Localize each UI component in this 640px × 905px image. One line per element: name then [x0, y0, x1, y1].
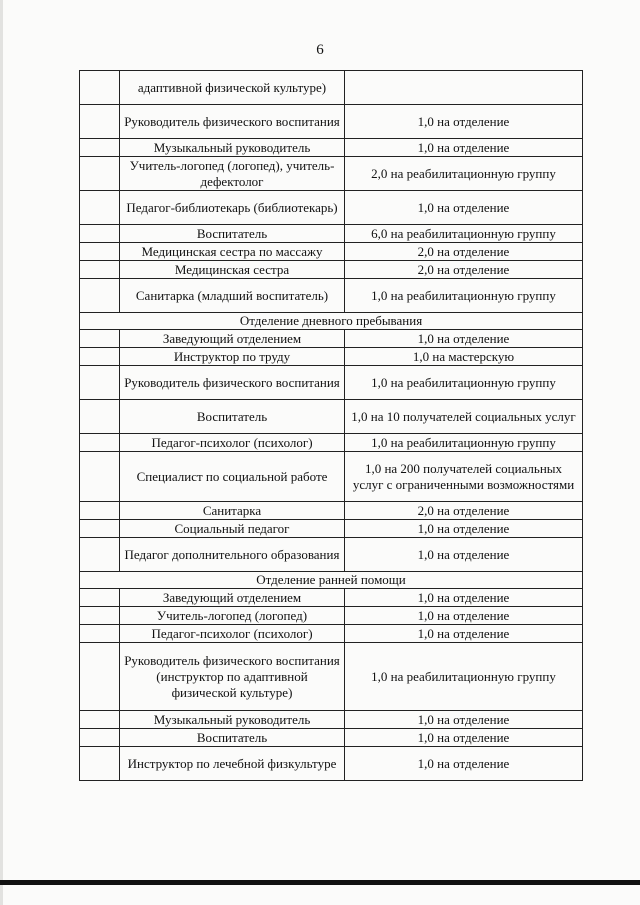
- section-title: Отделение ранней помощи: [80, 572, 583, 589]
- blank-cell: [80, 157, 120, 191]
- staffing-table-body: [80, 71, 583, 781]
- section-header-row: [80, 572, 583, 589]
- table-row: [80, 348, 583, 366]
- table-row: [80, 191, 583, 225]
- position-cell: Заведующий отделением: [120, 589, 345, 607]
- blank-cell: [80, 330, 120, 348]
- position-cell: Воспитатель: [120, 729, 345, 747]
- blank-cell: [80, 279, 120, 313]
- norm-cell: 1,0 на отделение: [345, 607, 583, 625]
- blank-cell: [80, 261, 120, 279]
- position-cell: Руководитель физического воспитания: [120, 105, 345, 139]
- position-cell: Санитарка (младший воспитатель): [120, 279, 345, 313]
- norm-cell: 1,0 на отделение: [345, 191, 583, 225]
- norm-cell: 1,0 на мастерскую: [345, 348, 583, 366]
- norm-cell: 1,0 на отделение: [345, 330, 583, 348]
- table-row: [80, 643, 583, 711]
- blank-cell: [80, 643, 120, 711]
- blank-cell: [80, 607, 120, 625]
- table-row: [80, 71, 583, 105]
- position-cell: Инструктор по лечебной физкультуре: [120, 747, 345, 781]
- position-cell: Социальный педагог: [120, 520, 345, 538]
- position-cell: Руководитель физического воспитания (инструктор по адаптивной физической культуре): [120, 643, 345, 711]
- norm-cell: 1,0 на отделение: [345, 747, 583, 781]
- section-header-row: [80, 313, 583, 330]
- table-row: [80, 434, 583, 452]
- blank-cell: [80, 589, 120, 607]
- norm-cell: 1,0 на реабилитационную группу: [345, 366, 583, 400]
- table-row: [80, 139, 583, 157]
- blank-cell: [80, 71, 120, 105]
- position-cell: Заведующий отделением: [120, 330, 345, 348]
- norm-cell: 1,0 на реабилитационную группу: [345, 279, 583, 313]
- position-cell: Руководитель физического воспитания: [120, 366, 345, 400]
- position-cell: Педагог дополнительного образования: [120, 538, 345, 572]
- norm-cell: [345, 71, 583, 105]
- norm-cell: 2,0 на отделение: [345, 261, 583, 279]
- table-row: [80, 711, 583, 729]
- table-row: [80, 538, 583, 572]
- norm-cell: 1,0 на реабилитационную группу: [345, 643, 583, 711]
- blank-cell: [80, 139, 120, 157]
- norm-cell: 1,0 на отделение: [345, 538, 583, 572]
- table-row: [80, 157, 583, 191]
- norm-cell: 1,0 на отделение: [345, 589, 583, 607]
- table-row: [80, 400, 583, 434]
- norm-cell: 1,0 на отделение: [345, 729, 583, 747]
- table-row: [80, 261, 583, 279]
- position-cell: Инструктор по труду: [120, 348, 345, 366]
- position-cell: Педагог-психолог (психолог): [120, 434, 345, 452]
- table-row: [80, 366, 583, 400]
- table-row: [80, 729, 583, 747]
- staffing-table: [79, 70, 583, 781]
- norm-cell: 2,0 на реабилитационную группу: [345, 157, 583, 191]
- position-cell: Педагог-психолог (психолог): [120, 625, 345, 643]
- table-row: [80, 330, 583, 348]
- blank-cell: [80, 225, 120, 243]
- table-row: [80, 607, 583, 625]
- norm-cell: 1,0 на отделение: [345, 139, 583, 157]
- blank-cell: [80, 105, 120, 139]
- blank-cell: [80, 625, 120, 643]
- position-cell: Музыкальный руководитель: [120, 711, 345, 729]
- blank-cell: [80, 452, 120, 502]
- blank-cell: [80, 520, 120, 538]
- position-cell: Учитель-логопед (логопед), учитель-дефектолог: [120, 157, 345, 191]
- position-cell: Специалист по социальной работе: [120, 452, 345, 502]
- blank-cell: [80, 502, 120, 520]
- blank-cell: [80, 191, 120, 225]
- norm-cell: 1,0 на отделение: [345, 520, 583, 538]
- page-number: 6: [316, 42, 324, 58]
- table-row: [80, 452, 583, 502]
- norm-cell: 2,0 на отделение: [345, 243, 583, 261]
- table-row: [80, 589, 583, 607]
- table-row: [80, 105, 583, 139]
- table-row: [80, 279, 583, 313]
- blank-cell: [80, 434, 120, 452]
- table-row: [80, 225, 583, 243]
- norm-cell: 1,0 на реабилитационную группу: [345, 434, 583, 452]
- norm-cell: 1,0 на отделение: [345, 625, 583, 643]
- blank-cell: [80, 711, 120, 729]
- blank-cell: [80, 400, 120, 434]
- norm-cell: 2,0 на отделение: [345, 502, 583, 520]
- blank-cell: [80, 243, 120, 261]
- blank-cell: [80, 729, 120, 747]
- section-title: Отделение дневного пребывания: [80, 313, 583, 330]
- position-cell: Воспитатель: [120, 225, 345, 243]
- position-cell: Педагог-библиотекарь (библиотекарь): [120, 191, 345, 225]
- table-row: [80, 747, 583, 781]
- table-row: [80, 625, 583, 643]
- blank-cell: [80, 538, 120, 572]
- position-cell: Санитарка: [120, 502, 345, 520]
- position-cell: Медицинская сестра по массажу: [120, 243, 345, 261]
- position-cell: Учитель-логопед (логопед): [120, 607, 345, 625]
- blank-cell: [80, 747, 120, 781]
- table-row: [80, 520, 583, 538]
- blank-cell: [80, 366, 120, 400]
- scan-bottom-border: [0, 880, 640, 885]
- page-edge-shadow: [0, 0, 3, 905]
- position-cell: адаптивной физической культуре): [120, 71, 345, 105]
- norm-cell: 1,0 на отделение: [345, 711, 583, 729]
- table-row: [80, 243, 583, 261]
- blank-cell: [80, 348, 120, 366]
- norm-cell: 1,0 на 10 получателей социальных услуг: [345, 400, 583, 434]
- norm-cell: 6,0 на реабилитационную группу: [345, 225, 583, 243]
- position-cell: Музыкальный руководитель: [120, 139, 345, 157]
- norm-cell: 1,0 на 200 получателей социальных услуг с ограниченными возможностями: [345, 452, 583, 502]
- position-cell: Медицинская сестра: [120, 261, 345, 279]
- position-cell: Воспитатель: [120, 400, 345, 434]
- norm-cell: 1,0 на отделение: [345, 105, 583, 139]
- table-row: [80, 502, 583, 520]
